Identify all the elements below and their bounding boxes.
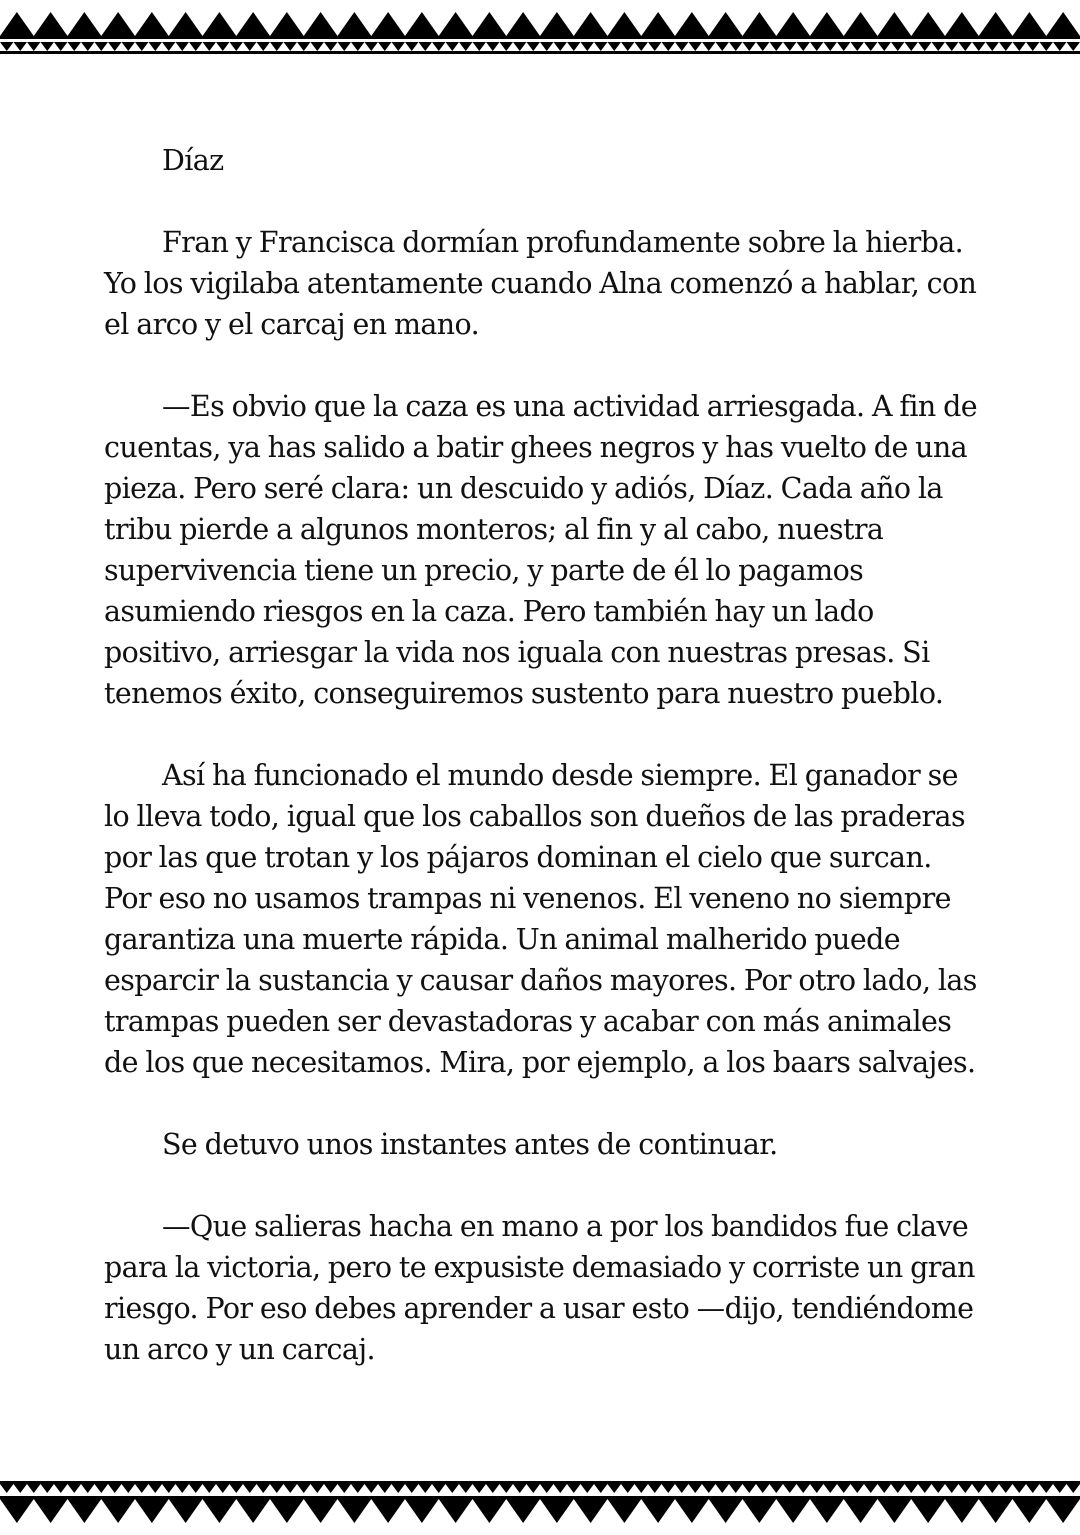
- chapter-heading: Díaz: [162, 144, 224, 177]
- paragraph-3: Así ha funcionado el mundo desde siempre. El ganador se lo lleva todo, igual que los caballos son dueños de las praderas por las que trotan y los pájaros dominan el cielo que surcan. Por eso no usamos trampas ni venenos. El veneno no siempre garantiza una muerte rápida. Un animal malherido puede esparcir la sustancia y causar daños mayores. Por otro lado, las trampas pueden ser devastadoras y acabar con más animales de los que necesitamos. Mira, por ejemplo, a los baars salvajes.: [104, 759, 977, 1079]
- page-body: [104, 140, 984, 1411]
- paragraph-1: Fran y Francisca dormían profundamente sobre la hierba. Yo los vigilaba atentamente cuando Alna comenzó a hablar, con el arco y el carcaj en mano.: [104, 226, 977, 341]
- triangle-border-bottom-icon: [0, 1475, 1080, 1535]
- paragraph-2: —Es obvio que la caza es una actividad arriesgada. A fin de cuentas, ya has salido a batir ghees negros y has vuelto de una pieza. Pero seré clara: un descuido y adiós, Díaz. Cada año la tribu pierde a algunos monteros; al fin y al cabo, nuestra supervivencia tiene un precio, y parte de él lo pagamos asumiendo riesgos en la caza. Pero también hay un lado positivo, arriesgar la vida nos iguala con nuestras presas. Si tenemos éxito, conseguiremos sustento para nuestro pueblo.: [104, 390, 977, 710]
- bottom-triangle-border: [0, 1475, 1080, 1535]
- top-triangle-border: [0, 0, 1080, 60]
- paragraph-5: —Que salieras hacha en mano a por los bandidos fue clave para la victoria, pero te expusiste demasiado y corriste un gran riesgo. Por eso debes aprender a usar esto —dijo, tendiéndome un arco y un carcaj.: [104, 1210, 975, 1366]
- triangle-border-top-icon: [0, 0, 1080, 60]
- paragraph-4: Se detuvo unos instantes antes de continuar.: [162, 1128, 778, 1161]
